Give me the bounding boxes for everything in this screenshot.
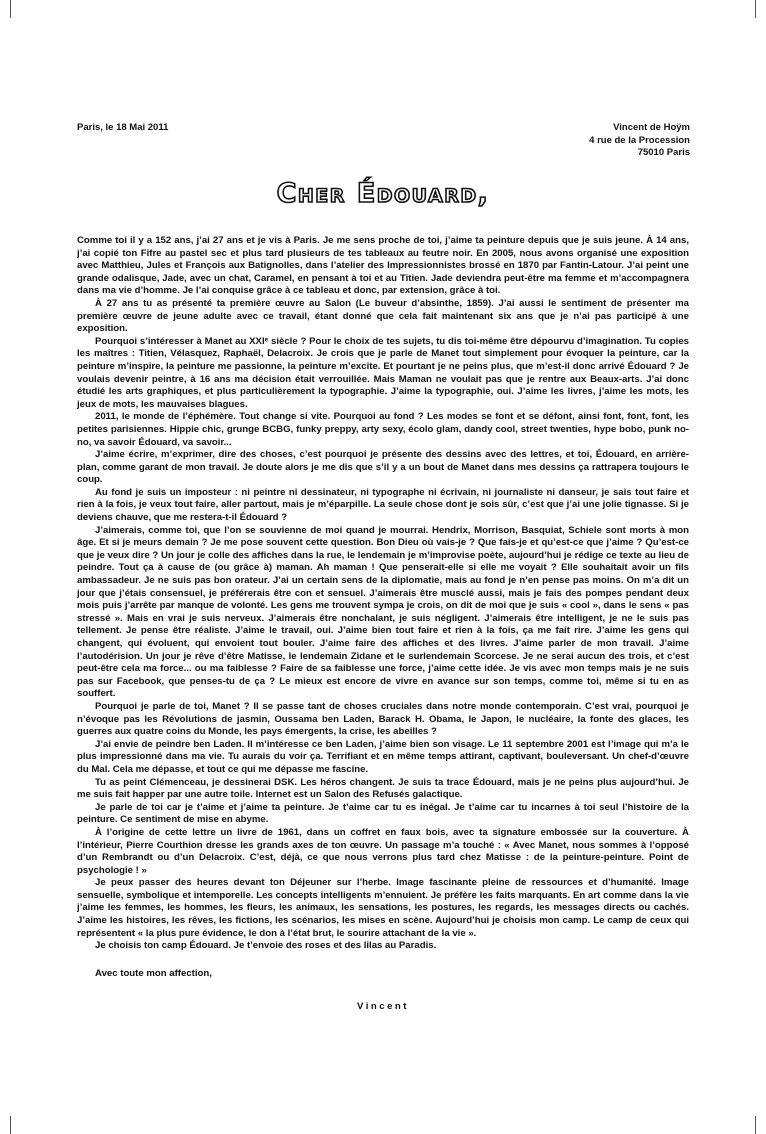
letter-body [77, 235, 689, 953]
sender-street: 4 rue de la Procession [589, 134, 690, 146]
paragraph: Comme toi il y a 152 ans, j’ai 27 ans et je vis à Paris. Je me sens proche de toi, j’aime ta peinture depuis que je suis jeune. À 14 ans, j’ai copié ton Fifre au pastel sec et plus tard plusieurs de tes tableaux au feutre noir. En 2005, nous avons organisé une exposition avec Matthieu, Jules et François aux Batignolles, dans l’atelier des Impressionnistes brossé en 1870 par Fantin-Latour. J’ai peint une grande odalisque, Jade, avec un chat, Caramel, en pensant à toi et au Titien. Jade deviendra peut-être ma femme et m’accompagnera dans ma vie d’homme. Je l’ai conquise grâce à ce tableau et donc, par extension, grâce à toi. [77, 235, 689, 297]
paragraph: J’aime écrire, m’exprimer, dire des choses, c’est pourquoi je présente des dessins avec des lettres, et toi, Édouard, en arrière-plan, comme garant de mon travail. Je doute alors je me dis que s’il y a un bout de Manet dans mes dessins ça rattrapera toujours le coup. [77, 449, 689, 486]
paragraph: 2011, le monde de l’éphémère. Tout change si vite. Pourquoi au fond ? Les modes se font et se défont, ainsi font, font, font, les petites parisiennes. Hippie chic, grunge BCBG, funky preppy, arty sexy, écolo glam, dandy cool, street twenties, hype bobo, punk no-no, va savoir Édouard, va savoir... [77, 411, 689, 448]
paragraph: À l’origine de cette lettre un livre de 1961, dans un coffret en faux bois, avec ta signature embossée sur la couverture. À l’intérieur, Pierre Courthion dresse les grands axes de ton œuvre. Un passage m’a touché : « Avec Manet, nous sommes à l’opposé d’un Rembrandt ou d’un Delacroix. C’est, déjà, ce que nous verrons plus tard chez Matisse : de la peinture-peinture. Point de psychologie ! » [77, 826, 689, 876]
crop-mark-top-right [755, 0, 756, 18]
crop-mark-top-left [10, 0, 11, 18]
crop-mark-bottom-left [10, 1116, 11, 1134]
paragraph: À 27 ans tu as présenté ta première œuvre au Salon (Le buveur d’absinthe, 1859). J’ai aussi le sentiment de présenter ma première œuvre de jeune adulte avec ce travail, étant donné que cela fait maintenant six ans que je n’ai pas participé à une exposition. [77, 297, 689, 335]
sender-name: Vincent de Hoÿm [613, 122, 690, 133]
paragraph: Pourquoi s’intéresser à Manet au XXIᵉ siècle ? Pour le choix de tes sujets, tu dis toi-même être dépourvu d’imagination. Tu copies les maîtres : Titien, Vélasquez, Raphaël, Delacroix. Je crois que je parle de Manet tout simplement pour évoquer la peinture, car la peinture m’inspire, la peinture me passionne, la peinture m’excite. Et pourtant je ne peins plus, que m’est-il donc arrivé Édouard ? Je voulais devenir peintre, à 16 ans ma décision était verrouillée. Mais Maman ne voulait pas que je rentre aux Beaux-arts. J’ai donc étudié les arts graphiques, et plus particulièrement la typographie. J’aime la typographie, oui. J’aime les livres, j’aime les mots, les jeux de mots, les mauvaises blagues. [77, 335, 689, 410]
paragraph: Je parle de toi car je t’aime et j’aime ta peinture. Je t’aime car tu es inégal. Je t’aime car tu incarnes à toi seul l’histoire de la peinture. Ce sentiment de mise en abyme. [77, 801, 689, 826]
paragraph: J’aimerais, comme toi, que l’on se souvienne de moi quand je mourrai. Hendrix, Morrison, Basquiat, Schiele sont morts à mon âge. Et si je meurs demain ? Je me pose souvent cette question. Bon Dieu où vais-je ? Que fais-je et qu’est-ce que j’aime ? Qu’est-ce que je veux dire ? Un jour je colle des affiches dans la rue, le lendemain je m’improvise poète, aujourd’hui je rédige ce texte au lieu de peindre. Tout ça à cause de (ou grâce à) maman. Ah maman ! Que penserait-elle si elle me voyait ? Elle souhaitait avoir un fils ambassadeur. Je ne suis pas bon orateur. J’ai un certain sens de la diplomatie, mais au fond je n’en pense pas moins. On m’a dit un jour que j’étais consensuel, je préférerais être con et sensuel. J’aimerais être musclé aussi, mais je fais des pompes pendant deux mois puis j’arrête par manque de volonté. Les gens me trouvent sympa je crois, on dit de moi que je suis « cool », dans le sens « pas stressé ». Mais en vrai je suis nerveux. J’aimerais être nonchalant, je suis négligent. J’aimerais être intelligent, je ne le suis pas tellement. Je pense être réaliste. J’aime le travail, oui. J’aime bien tout faire et rien à la fois, ça me fait rire. J’aime les gens qui changent, qui évoluent, qui envoient tout bouler. J’aime faire des affiches et des livres. J’aime parler de mon travail. J’aime l’autodérision. Un jour je rêve d’être Matisse, le lendemain Zidane et le surlendemain Scorcese. Je ne serai aucun des trois, et c’est peut-être cela ma force... ou ma faiblesse ? Faire de sa faiblesse une force, j’aime cette idée. Je vis avec mon temps mais je ne suis pas sur Facebook, que penses-tu de ça ? Le mieux est encore de vivre en avance sur son temps, comme toi, même si tu en as souffert. [77, 524, 689, 700]
crop-mark-bottom-right [755, 1116, 756, 1134]
letter-title: Cher Édouard, [276, 178, 490, 209]
paragraph: Au fond je suis un imposteur : ni peintre ni dessinateur, ni typographe ni écrivain, ni journaliste ni danseur, je sais tout faire et rien à la fois, je veux tout faire, aller partout, mais je m’éparpille. La seule chose dont je sois sûr, c’est que j’ai une jolie tignasse. Si je deviens chauve, que me restera-t-il Édouard ? [77, 486, 689, 524]
letter-date: Paris, le 18 Mai 2011 [77, 122, 169, 133]
signature: Vincent [357, 1001, 409, 1012]
paragraph: J’ai envie de peindre ben Laden. Il m’intéresse ce ben Laden, j’aime bien son visage. Le 11 septembre 2001 est l’image qui m’a le plus impressionné dans ma vie. Tu aurais du voir ça. Terrifiant et en même temps attirant, captivant, bouleversant. Un chef-d’œuvre du Mal. Cela me dépasse, et tout ce qui me dépasse me fascine. [77, 738, 689, 775]
sender-city: 75010 Paris [637, 147, 690, 158]
sender-address [589, 122, 690, 160]
paragraph: Pourquoi je parle de toi, Manet ? Il se passe tant de choses cruciales dans notre monde contemporain. C’est vrai, pourquoi je n’évoque pas les Révolutions de jasmin, Oussama ben Laden, Barack H. Obama, le Japon, le nucléaire, la fonte des glaces, les guerres aux quatre coins du Monde, les pays émergents, la crise, les abeilles ? [77, 700, 689, 738]
paragraph: Je peux passer des heures devant ton Déjeuner sur l’herbe. Image fascinante pleine de ressources et d’humanité. Image sensuelle, symbolique et intemporelle. Les concepts intelligents m’ennuient. Je préfère les faits marquants. En art comme dans la vie j’aime les femmes, les hommes, les fleurs, les animaux, les sensations, les postures, les regards, les messages directs ou cachés. J’aime les histoires, les rêves, les fictions, les scénarios, les mises en scène. Aujourd’hui je choisis mon camp. Le camp de ceux qui représentent « la plus pure évidence, le don à l’état brut, le sourire attachant de la vie ». [77, 877, 689, 939]
paragraph: Tu as peint Clémenceau, je dessinerai DSK. Les héros changent. Je suis ta trace Édouard, mais je ne peins plus aujourd’hui. Je me suis fait happer par une autre toile. Internet est un Salon des Refusés galactique. [77, 776, 689, 801]
paragraph: Je choisis ton camp Édouard. Je t’envoie des roses et des lilas au Paradis. [95, 940, 437, 952]
closing-line: Avec toute mon affection, [95, 968, 212, 979]
